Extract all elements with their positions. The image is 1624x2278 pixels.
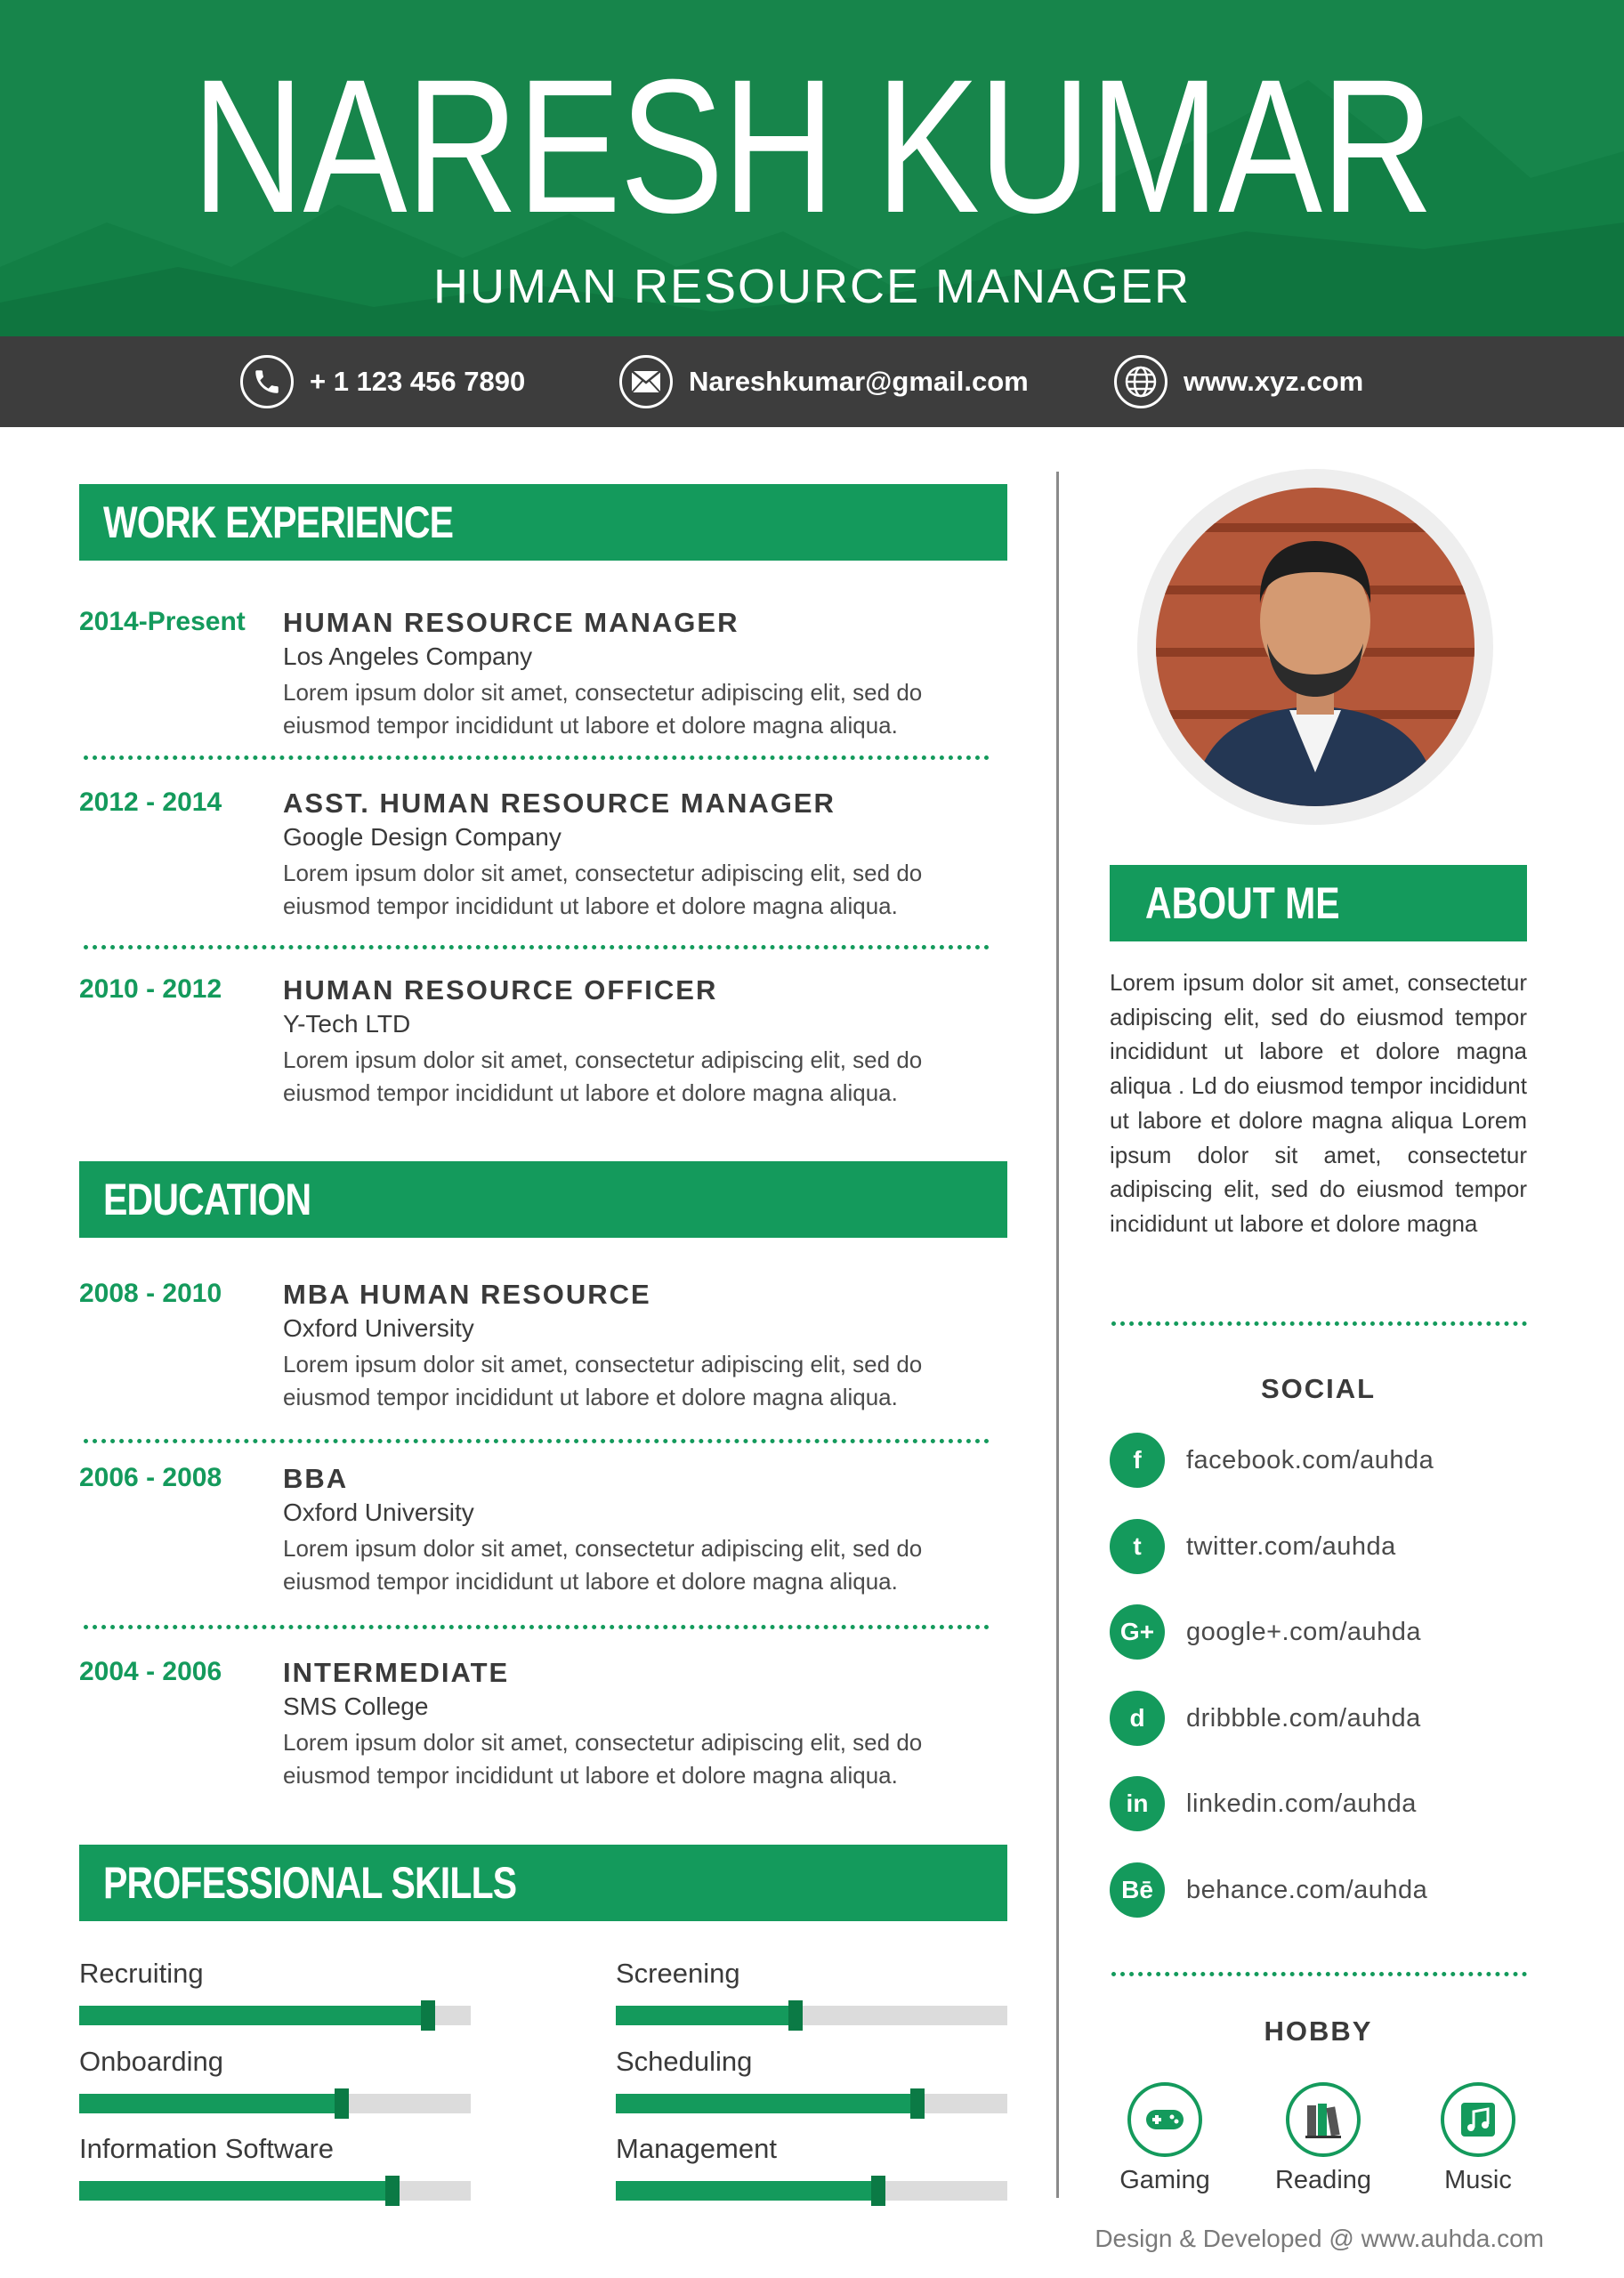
skill-fill <box>79 2181 392 2201</box>
profile-photo <box>1156 488 1475 806</box>
hobby-gaming <box>1103 2082 1227 2195</box>
hobby-heading: HOBBY <box>1264 2015 1373 2047</box>
dotted-divider <box>84 1439 990 1443</box>
hobby-music <box>1416 2082 1540 2195</box>
social-label: behance.com/auhda <box>1186 1875 1428 1904</box>
social-label: facebook.com/auhda <box>1186 1445 1434 1474</box>
linkedin-icon: in <box>1110 1776 1165 1831</box>
footer-credit[interactable]: Design & Developed @ www.auhda.com <box>1095 2225 1544 2252</box>
skill-track <box>616 2006 1007 2025</box>
skill-knob[interactable] <box>871 2176 885 2206</box>
entry-desc: Lorem ipsum dolor sit amet, consectetur adipiscing elit, sed do eiusmod tempor incididunt ut labore et dolore magna aliqua. <box>283 860 923 919</box>
social-label: twitter.com/auhda <box>1186 1531 1396 1561</box>
work-experience-heading: WORK EXPERIENCE <box>79 484 1007 561</box>
gamepad-icon <box>1127 2082 1202 2157</box>
skill-screening <box>616 1956 1007 1991</box>
skill-fill <box>616 2181 878 2201</box>
header-banner <box>0 0 1624 336</box>
social-link-behance[interactable] <box>1110 1862 1527 1918</box>
hobby-label: Reading <box>1274 2166 1372 2194</box>
entry-years: 2006 - 2008 <box>79 1463 222 1492</box>
entry-desc: Lorem ipsum dolor sit amet, consectetur adipiscing elit, sed do eiusmod tempor incididunt ut labore et dolore magna aliqua. <box>283 1046 923 1106</box>
phone-icon <box>240 355 294 408</box>
entry-title: MBA HUMAN RESOURCE <box>283 1279 651 1310</box>
skill-fill <box>616 2006 796 2025</box>
entry-title: HUMAN RESOURCE MANAGER <box>283 607 739 638</box>
entry-years: 2004 - 2006 <box>79 1657 222 1686</box>
social-heading: SOCIAL <box>1260 1373 1377 1404</box>
facebook-icon: f <box>1110 1433 1165 1488</box>
skill-onboarding <box>79 2044 471 2080</box>
social-link-twitter[interactable] <box>1110 1519 1527 1574</box>
entry-desc: Lorem ipsum dolor sit amet, consectetur adipiscing elit, sed do eiusmod tempor incididunt ut labore et dolore magna aliqua. <box>283 1729 923 1789</box>
person-name: NARESH KUMAR <box>191 40 1433 253</box>
entry-desc: Lorem ipsum dolor sit amet, consectetur adipiscing elit, sed do eiusmod tempor incididunt ut labore et dolore magna aliqua. <box>283 1351 923 1410</box>
music-icon <box>1441 2082 1515 2157</box>
phone-number: + 1 123 456 7890 <box>310 366 526 397</box>
entry-org: Google Design Company <box>283 823 562 851</box>
entry-org: Oxford University <box>283 1314 474 1342</box>
dotted-divider <box>1111 1321 1527 1326</box>
dotted-divider <box>84 755 990 760</box>
dotted-divider <box>84 945 990 949</box>
skill-information-software <box>79 2131 471 2167</box>
skill-knob[interactable] <box>788 2000 803 2031</box>
column-divider <box>1056 472 1059 2198</box>
entry-years: 2008 - 2010 <box>79 1279 222 1308</box>
globe-icon <box>1114 355 1168 408</box>
skill-label: Onboarding <box>79 2046 224 2077</box>
contact-phone[interactable] <box>240 354 525 409</box>
skill-fill <box>79 2006 428 2025</box>
social-link-dribbble[interactable] <box>1110 1691 1527 1746</box>
twitter-icon: t <box>1110 1519 1165 1574</box>
job-title: HUMAN RESOURCE MANAGER <box>432 260 1192 313</box>
entry-years: 2012 - 2014 <box>79 788 222 817</box>
google-plus-icon: G+ <box>1110 1604 1165 1660</box>
contact-email[interactable] <box>619 354 1029 409</box>
entry-title: INTERMEDIATE <box>283 1657 510 1688</box>
skill-track <box>79 2006 471 2025</box>
social-link-google-plus[interactable] <box>1110 1604 1527 1660</box>
skill-track <box>79 2181 471 2201</box>
hobby-reading <box>1261 2082 1386 2195</box>
skill-knob[interactable] <box>421 2000 435 2031</box>
contact-bar <box>0 336 1624 427</box>
dribbble-icon: d <box>1110 1691 1165 1746</box>
skill-knob[interactable] <box>335 2088 349 2119</box>
skill-fill <box>616 2094 917 2113</box>
skill-track <box>616 2181 1007 2201</box>
skill-track <box>616 2094 1007 2113</box>
skill-scheduling <box>616 2044 1007 2080</box>
email-address: Nareshkumar@gmail.com <box>689 366 1029 397</box>
skill-label: Management <box>616 2133 777 2164</box>
profile-photo-frame <box>1137 469 1493 825</box>
entry-title: ASST. HUMAN RESOURCE MANAGER <box>283 788 836 819</box>
hobby-label: Music <box>1444 2166 1512 2194</box>
social-link-facebook[interactable] <box>1110 1433 1527 1488</box>
about-me-heading: ABOUT ME <box>1110 865 1527 941</box>
social-label: google+.com/auhda <box>1186 1617 1422 1646</box>
entry-org: SMS College <box>283 1692 429 1720</box>
contact-website[interactable] <box>1114 354 1363 409</box>
skill-fill <box>79 2094 342 2113</box>
about-me-text: Lorem ipsum dolor sit amet, consectetur adipiscing elit, sed do eiusmod tempor incididunt ut labore et dolore magna aliqua . Ld do eiusmod tempor incididunt ut labore et dolore magna aliqua Lorem ipsum dolor sit amet, consectetur adipiscing elit, sed do eiusmod tempor incididunt ut labore et dolore magna <box>1110 969 1527 1237</box>
envelope-icon <box>619 355 673 408</box>
skill-label: Recruiting <box>79 1958 204 1989</box>
entry-desc: Lorem ipsum dolor sit amet, consectetur adipiscing elit, sed do eiusmod tempor incididunt ut labore et dolore magna aliqua. <box>283 1535 923 1595</box>
professional-skills-heading: PROFESSIONAL SKILLS <box>79 1845 1007 1921</box>
entry-years: 2010 - 2012 <box>79 974 222 1004</box>
skill-knob[interactable] <box>385 2176 400 2206</box>
books-icon <box>1286 2082 1361 2157</box>
hobby-label: Gaming <box>1119 2166 1210 2194</box>
entry-org: Los Angeles Company <box>283 642 533 670</box>
website-url: www.xyz.com <box>1184 366 1364 397</box>
skill-knob[interactable] <box>910 2088 925 2119</box>
skill-recruiting <box>79 1956 471 1991</box>
entry-years: 2014-Present <box>79 607 246 636</box>
social-link-linkedin[interactable] <box>1110 1776 1527 1831</box>
entry-org: Oxford University <box>283 1498 474 1526</box>
entry-title: BBA <box>283 1463 349 1494</box>
entry-org: Y-Tech LTD <box>283 1010 411 1038</box>
social-label: linkedin.com/auhda <box>1186 1789 1417 1818</box>
dotted-divider <box>84 1625 990 1629</box>
skill-management <box>616 2131 1007 2167</box>
behance-icon: Bē <box>1110 1862 1165 1918</box>
dotted-divider <box>1111 1972 1527 1976</box>
entry-desc: Lorem ipsum dolor sit amet, consectetur adipiscing elit, sed do eiusmod tempor incididunt ut labore et dolore magna aliqua. <box>283 679 923 739</box>
skill-label: Screening <box>616 1958 740 1989</box>
social-label: dribbble.com/auhda <box>1186 1703 1421 1733</box>
entry-title: HUMAN RESOURCE OFFICER <box>283 974 718 1006</box>
skill-label: Scheduling <box>616 2046 753 2077</box>
skill-track <box>79 2094 471 2113</box>
skill-label: Information Software <box>79 2133 335 2164</box>
education-heading: EDUCATION <box>79 1161 1007 1238</box>
